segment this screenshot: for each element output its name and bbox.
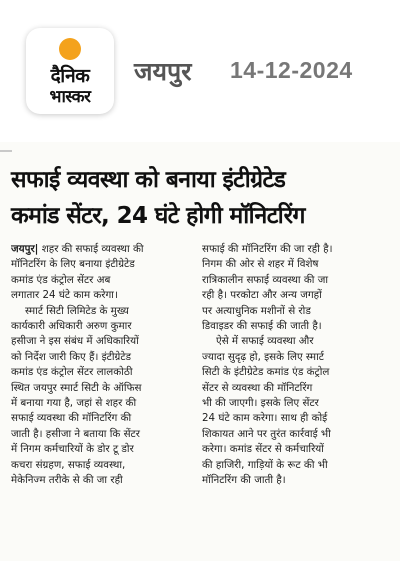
text-line: जयपुर| शहर की सफाई व्यवस्था की: [11, 243, 144, 255]
text-line: सफाई की मॉनिटरिंग की जा रही है।: [202, 243, 333, 255]
text-line: मॉनिटरिंग के लिए बनाया इंटीग्रेटेड: [11, 258, 135, 271]
text-line: कचरा संग्रहण, सफाई व्यवस्था,: [11, 458, 126, 471]
text-line: को निर्देश जारी किए हैं। इंटीग्रेटेड: [11, 350, 132, 363]
divider: [0, 150, 12, 152]
text-line: स्थित जयपुर स्मार्ट सिटी के ऑफिस: [11, 381, 142, 394]
text-line: मेकेनिज्म तरीके से की जा रही: [11, 474, 123, 487]
sun-icon: [59, 38, 81, 60]
dainik-bhaskar-logo[interactable]: [26, 28, 114, 114]
logo-text-line2: भास्कर: [49, 87, 91, 107]
article-column-2: [202, 242, 383, 489]
text-line: स्मार्ट सिटी लिमिटेड के मुख्य: [25, 304, 129, 317]
text-line: डिवाइडर की सफाई की जाती है।: [202, 320, 322, 333]
text-line: शिकायत आने पर तुरंत कार्रवाई भी: [202, 427, 331, 440]
app-header: [0, 0, 400, 142]
text-line: में बनाया गया है, जहां से शहर की: [11, 397, 137, 410]
text-line: जाती है। हसीजा ने बताया कि सेंटर: [11, 427, 140, 440]
text-line: हसीजा ने इस संबंध में अधिकारियों: [11, 335, 139, 348]
text-line: मॉनिटरिंग की जाती है।: [202, 474, 286, 487]
text-line: सफाई व्यवस्था की मॉनिटरिंग की: [11, 412, 132, 425]
logo-text-line1: दैनिक: [50, 65, 90, 87]
text-line: पर अत्याधुनिक मशीनों से रोड: [202, 304, 311, 317]
dateline: जयपुर|: [11, 243, 39, 255]
text-line: 24 घंटे काम करेगा। साथ ही कोई: [202, 412, 328, 425]
text-line: रही है। परकोटा और अन्य जगहों: [202, 289, 322, 302]
text-line: करेगा। कमांड सेंटर से कर्मचारियों: [202, 443, 324, 456]
text-line: ज्यादा सुदृढ़ हो, इसके लिए स्मार्ट: [202, 350, 324, 363]
text-line: भी की जाएगी। इसके लिए सेंटर: [202, 397, 319, 410]
text-line: रात्रिकालीन सफाई व्यवस्था की जा: [202, 273, 329, 286]
edition-date: 14-12-2024: [230, 57, 353, 83]
text-line: सेंटर से व्यवस्था की मॉनिटरिंग: [202, 381, 313, 394]
headline-line-2: कमांड सेंटर, 24 घंटे होगी मॉनिटरिंग: [11, 203, 305, 229]
text-line: कमांड एंड कंट्रोल सेंटर लालकोठी: [11, 366, 133, 379]
text-line: कमांड एंड कंट्रोल सेंटर अब: [11, 273, 111, 286]
text-line: लगातार 24 घंटे काम करेगा।: [11, 289, 118, 302]
text-line: निगम की ओर से शहर में विशेष: [202, 258, 319, 271]
text-line: की हाजिरी, गाड़ियों के रूट की भी: [202, 458, 328, 471]
text-line: सिटी के इंटीग्रेटेड कमांड एंड कंट्रोल: [202, 366, 330, 379]
text-line: कार्यकारी अधिकारी अरुण कुमार: [11, 320, 132, 333]
edition-city: जयपुर: [134, 57, 192, 86]
text-line: में निगम कर्मचारियों के डोर टू डोर: [11, 443, 134, 456]
article-column-1: [11, 242, 193, 489]
headline-line-1: सफाई व्यवस्था को बनाया इंटीग्रेटेड: [11, 167, 286, 193]
text-line: ऐसे में सफाई व्यवस्था और: [216, 335, 314, 348]
